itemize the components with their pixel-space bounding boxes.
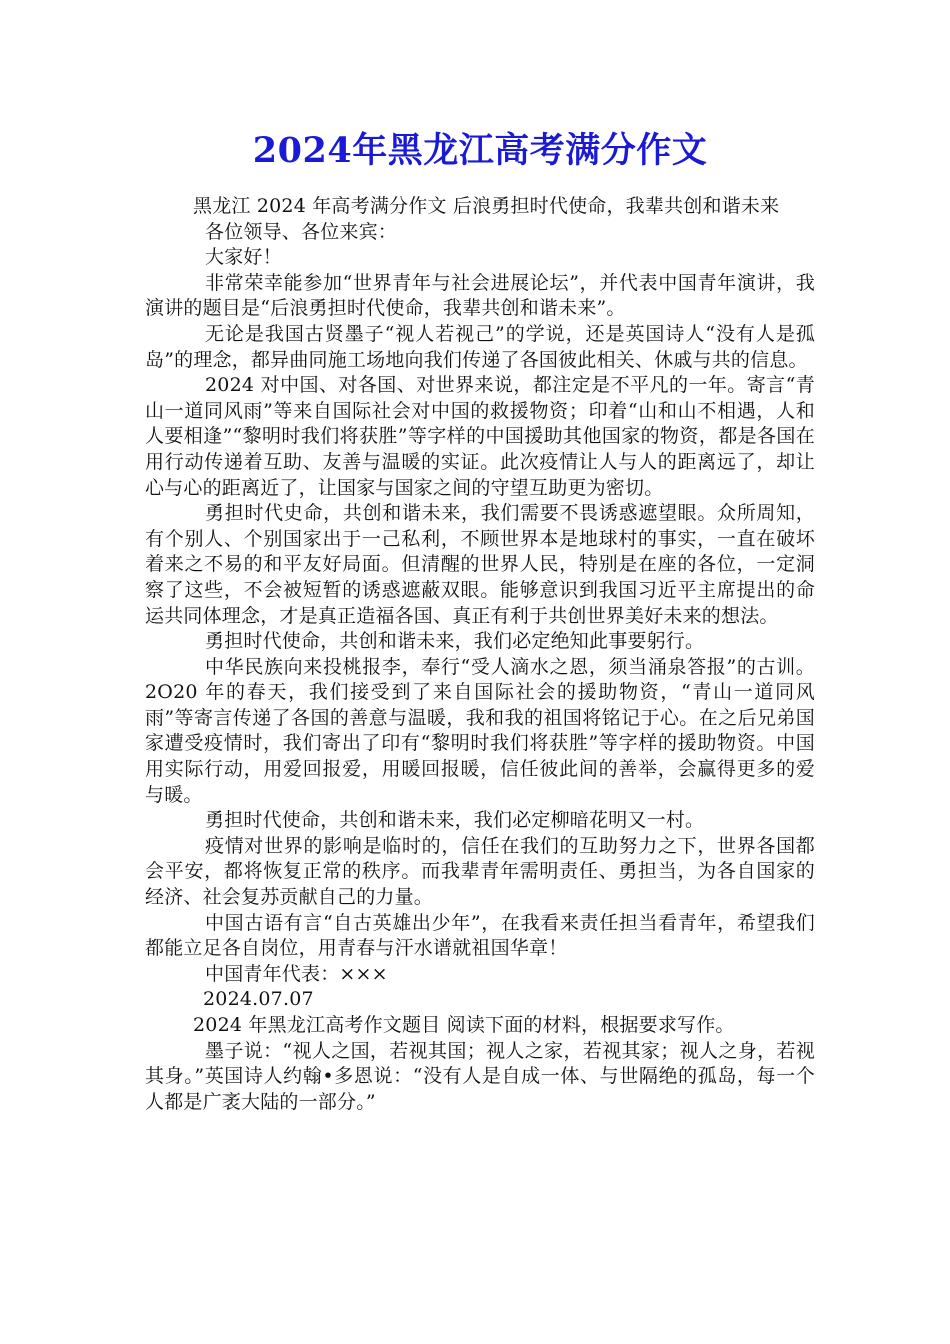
paragraph: 中华民族向来投桃报李，奉行“受人滴水之恩，须当涌泉答报”的古训。2O20 年的春天，我们接受到了来自国际社会的援助物资，“青山一道同风雨”等寄言传递了各国的善意与温暖，我和我的祖国将铭记于心。在之后兄弟国家遭受疫情时，我们寄出了印有“黎明时我们将获胜”等字样的援助物资。中国用实际行动，用爱回报爱，用暖回报暖，信任彼此间的善举，会赢得更多的爱与暖。 xyxy=(145,655,815,806)
paragraph: 勇担时代史命，共创和谐未来，我们需要不畏诱惑遮望眼。众所周知，有个别人、个别国家出于一己私利，不顾世界本是地球村的事实，一直在破坏着来之不易的和平友好局面。但清醒的世界人民，特别是在座的各位，一定洞察了这些，不会被短暂的诱惑遮蔽双眼。能够意识到我国习近平主席提出的命运共同体理念，才是真正造福各国、真正有利于共创世界美好未来的想法。 xyxy=(145,502,815,627)
paragraph: 黑龙江 2024 年高考满分作文 后浪勇担时代使命，我辈共创和谐未来 xyxy=(193,195,780,217)
paragraph: 无论是我国古贤墨子“视人若视己”的学说，还是英国诗人“没有人是孤岛”的理念，都异曲同施工场地向我们传递了各国彼此相关、休戚与共的信息。 xyxy=(145,322,815,371)
paragraph: 各位领导、各位来宾： xyxy=(205,220,398,243)
paragraph: 中国青年代表：××× xyxy=(205,962,388,985)
paragraph: 疫情对世界的影响是临时的，信任在我们的互助努力之下，世界各国都会平安，都将恢复正常的秩序。而我辈青年需明责任、勇担当，为各自国家的经济、社会复苏贡献自己的力量。 xyxy=(145,834,815,909)
paragraph: 2024 对中国、对各国、对世界来说，都注定是不平凡的一年。寄言“青山一道同风雨”等来自国际社会对中国的救援物资；印着“山和山不相遇，人和人要相逢”“黎明时我们将获胜”等字样的中国援助其他国家的物资，都是各国在用行动传递着互助、友善与温暖的实证。此次疫情让人与人的距离远了，却让心与心的距离近了，让国家与国家之间的守望互助更为密切。 xyxy=(145,374,815,499)
paragraph: 大家好！ xyxy=(205,246,282,269)
document-title: 2024年黑龙江高考满分作文 xyxy=(252,130,708,171)
paragraph: 2024 年黑龙江高考作文题目 阅读下面的材料，根据要求写作。 xyxy=(193,1014,735,1036)
paragraph: 2024.07.07 xyxy=(203,988,314,1011)
paragraph: 勇担时代使命，共创和谐未来，我们必定绝知此事要躬行。 xyxy=(205,630,705,653)
document-body xyxy=(145,194,815,1115)
document-page xyxy=(145,128,815,1115)
paragraph: 勇担时代使命，共创和谐未来，我们必定柳暗花明又一村。 xyxy=(205,809,705,832)
paragraph: 墨子说：“视人之国，若视其国；视人之家，若视其家；视人之身，若视其身。”英国诗人约翰•多恩说：“没有人是自成一体、与世隔绝的孤岛，每一个人都是广袤大陆的一部分。” xyxy=(145,1039,815,1113)
paragraph: 中国古语有言“自古英雄出少年”，在我看来责任担当看青年，希望我们都能立足各自岗位，用青春与汗水谱就祖国华章！ xyxy=(145,911,815,960)
paragraph: 非常荣幸能参加“世界青年与社会进展论坛”，并代表中国青年演讲，我演讲的题目是“后浪勇担时代使命，我辈共创和谐未来”。 xyxy=(145,271,815,320)
